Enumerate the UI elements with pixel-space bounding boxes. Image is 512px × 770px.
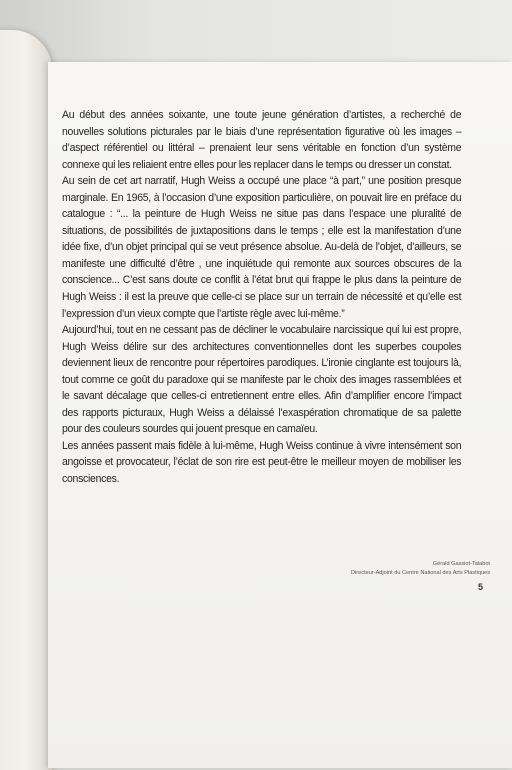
page-number: 5 (478, 582, 484, 592)
body-text (62, 107, 461, 488)
signature-block (351, 560, 490, 578)
paragraph-2: Au sein de cet art narratif, Hugh Weiss a occupé une place “à part,” une position presque marginale. En 1965, à l’occasion d’une exposition particulière, on pouvait lire en préface du catalogue : “... la peinture de Hugh Weiss ne situe pas dans l’espace une pluralité de situations, de possibilités de juxtapositions dans le temps ; elle est la manifestation d’une idée fixe, d’un objet principal qui se veut présence absolue. Au-delà de l’objet, d’ailleurs, se manifeste une difficulté d’être , une inquiétude qui remonte aux sources obscures de la conscience... C’est sans doute ce conflit à l’état brut qui frappe le plus dans la peinture de Hugh Weiss : il est la preuve que celle-ci se place sur un terrain de nécessité et qu’elle est l’expression d’un vieux compte que l’artiste règle avec lui-même.” (62, 175, 462, 320)
signature-name: Gérald Gassiot-Talabot (432, 561, 490, 567)
paragraph-4: Les années passent mais fidèle à lui-même, Hugh Weiss continue à vivre intensément son angoisse et provocateur, l’éclat de son rire est peut-être le meilleur moyen de mobiliser les consciences. (62, 439, 462, 486)
paragraph-3: Aujourd’hui, tout en ne cessant pas de décliner le vocabulaire narcissique qui lui est propre, Hugh Weiss délire sur des architectures conventionnelles dont les superbes coupoles deviennent lieux de rencontre pour répertoires parodiques. L’ironie cinglante est toujours là, tout comme ce goût du paradoxe qui se manifeste par le choix des images rassemblées et le savant décalage que celles-ci entretiennent entre elles. Afin d’amplifier encore l’impact des rapports picturaux, Hugh Weiss a délaissé l’exaspération chromatique de sa palette pour des couleurs sourdes qui jouent presque en camaïeu. (62, 324, 462, 436)
signature-title: Directeur-Adjoint du Centre National des Arts Plastiques (351, 570, 490, 576)
paragraph-1: Au début des années soixante, une toute jeune génération d’artistes, a recherché de nouvelles solutions picturales par le biais d’une représentation figurative où les images – d’aspect référentiel ou littéral – prenaient leur sens véritable en fonction d’un système connexe qui les reliaient entre elles pour les replacer dans le temps ou dresser un constat. (62, 109, 462, 171)
facing-page-edge (0, 30, 52, 770)
